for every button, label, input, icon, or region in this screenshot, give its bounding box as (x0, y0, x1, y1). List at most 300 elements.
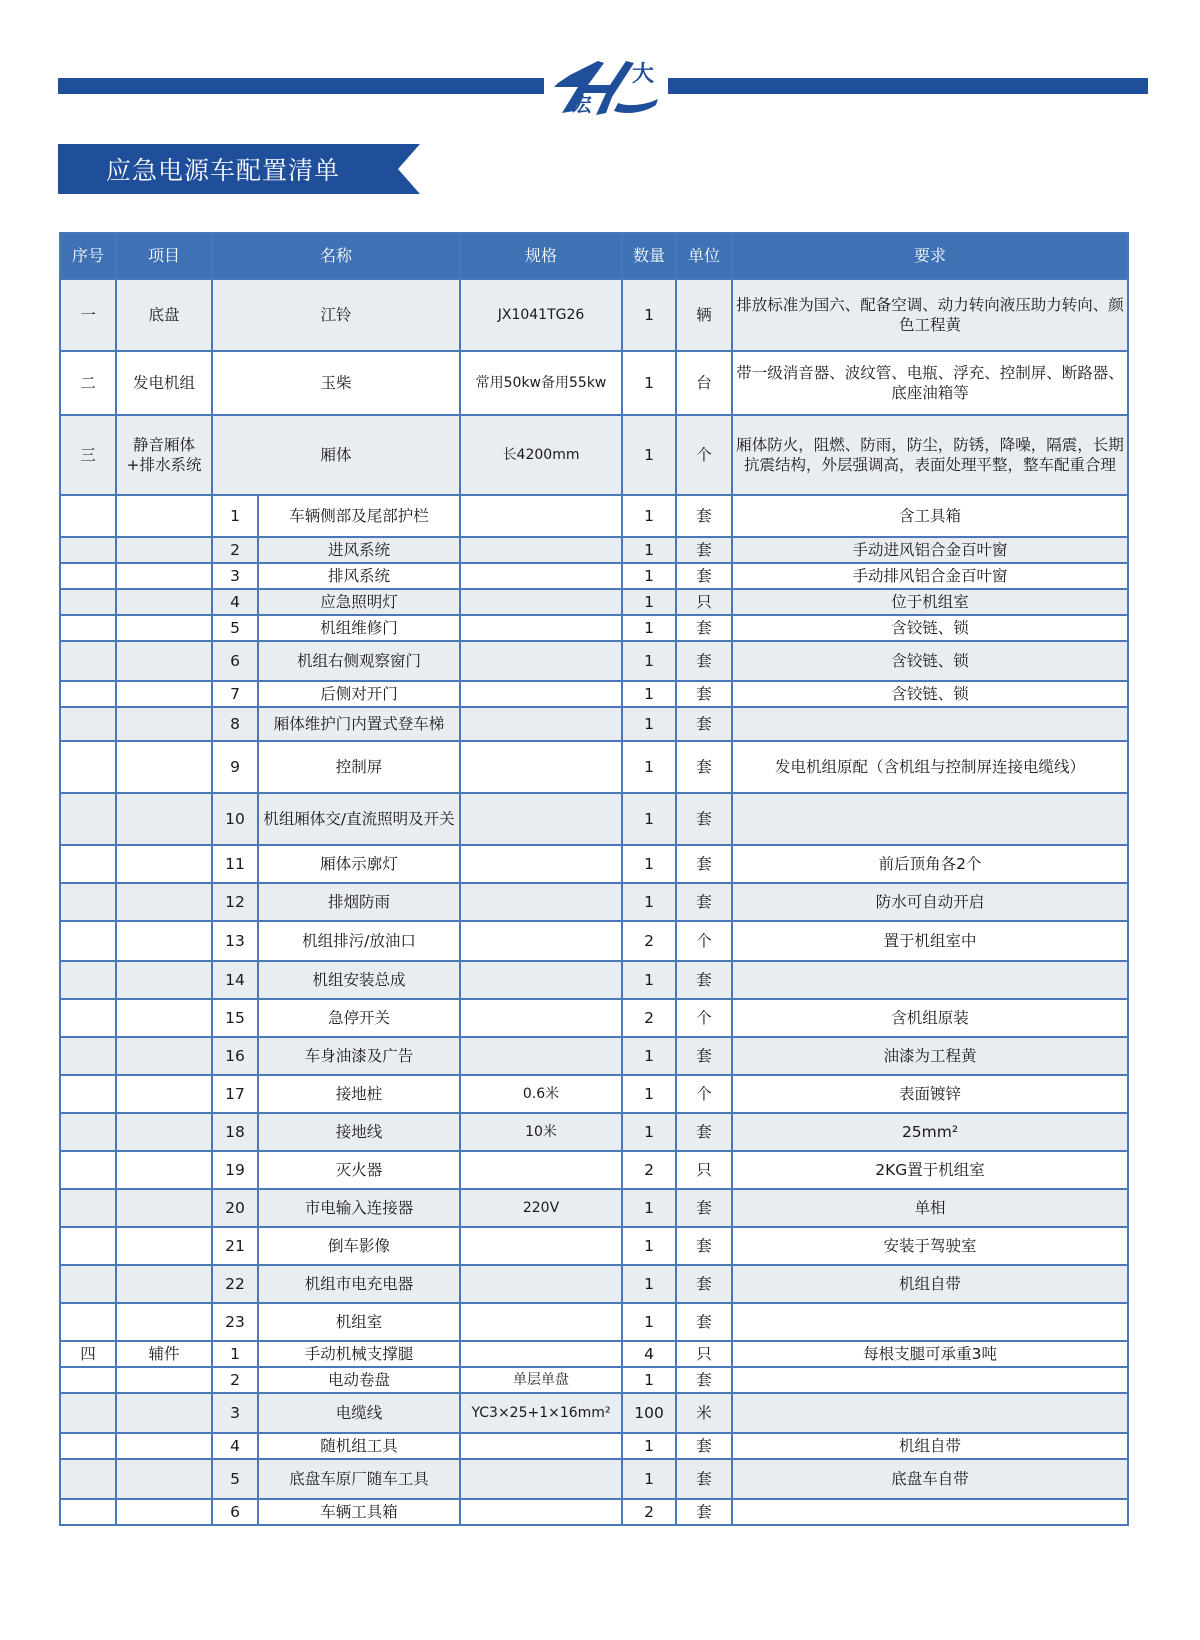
cell-name: 市电输入连接器 (258, 1189, 460, 1227)
cell-name: 后侧对开门 (258, 681, 460, 707)
company-logo-icon (548, 55, 666, 123)
header-name: 名称 (212, 233, 460, 279)
cell-qty: 1 (622, 641, 676, 681)
cell-seq (60, 1303, 116, 1341)
cell-seq (60, 1189, 116, 1227)
cell-req: 厢体防火，阻燃、防雨，防尘，防锈，降噪，隔震，长期抗震结构，外层强调高，表面处理平整，整车配重合理 (732, 415, 1128, 495)
cell-spec: JX1041TG26 (460, 279, 622, 351)
table-row (60, 1151, 1128, 1189)
cell-seq (60, 1075, 116, 1113)
cell-item (116, 999, 212, 1037)
cell-no: 21 (212, 1227, 258, 1265)
table-row (60, 415, 1128, 495)
cell-spec (460, 1433, 622, 1459)
cell-unit: 套 (676, 961, 732, 999)
table-row (60, 1393, 1128, 1433)
cell-item: 静音厢体+排水系统 (116, 415, 212, 495)
cell-qty: 2 (622, 1151, 676, 1189)
cell-unit: 套 (676, 615, 732, 641)
cell-req: 发电机组原配（含机组与控制屏连接电缆线） (732, 741, 1128, 793)
page-title: 应急电源车配置清单 (106, 156, 341, 185)
cell-seq (60, 1113, 116, 1151)
table-row (60, 351, 1128, 415)
table-row (60, 741, 1128, 793)
cell-req: 防水可自动开启 (732, 883, 1128, 921)
header-item: 项目 (116, 233, 212, 279)
cell-req (732, 1303, 1128, 1341)
cell-seq (60, 641, 116, 681)
table-row (60, 1189, 1128, 1227)
cell-no: 12 (212, 883, 258, 921)
cell-spec: 10米 (460, 1113, 622, 1151)
cell-item (116, 1303, 212, 1341)
cell-unit: 套 (676, 793, 732, 845)
cell-qty: 2 (622, 1499, 676, 1525)
cell-req: 手动排风铝合金百叶窗 (732, 563, 1128, 589)
cell-unit: 套 (676, 1367, 732, 1393)
cell-qty: 1 (622, 961, 676, 999)
cell-qty: 2 (622, 999, 676, 1037)
cell-seq (60, 563, 116, 589)
cell-req: 表面镀锌 (732, 1075, 1128, 1113)
cell-name: 底盘车原厂随车工具 (258, 1459, 460, 1499)
cell-spec (460, 1265, 622, 1303)
cell-item (116, 1433, 212, 1459)
cell-qty: 1 (622, 1265, 676, 1303)
cell-item (116, 1499, 212, 1525)
cell-spec: 0.6米 (460, 1075, 622, 1113)
table-row (60, 1499, 1128, 1525)
cell-item (116, 1189, 212, 1227)
cell-seq (60, 1393, 116, 1433)
cell-name: 机组安装总成 (258, 961, 460, 999)
cell-req: 排放标准为国六、配备空调、动力转向液压助力转向、颜色工程黄 (732, 279, 1128, 351)
cell-item (116, 537, 212, 563)
cell-spec (460, 741, 622, 793)
cell-req: 前后顶角各2个 (732, 845, 1128, 883)
table-row (60, 495, 1128, 537)
cell-unit: 套 (676, 707, 732, 741)
cell-no: 5 (212, 615, 258, 641)
cell-no: 4 (212, 589, 258, 615)
cell-qty: 1 (622, 589, 676, 615)
cell-req: 单相 (732, 1189, 1128, 1227)
cell-seq (60, 999, 116, 1037)
cell-item (116, 1113, 212, 1151)
cell-req: 含铰链、锁 (732, 681, 1128, 707)
cell-name: 倒车影像 (258, 1227, 460, 1265)
cell-name: 机组室 (258, 1303, 460, 1341)
cell-qty: 1 (622, 415, 676, 495)
cell-name: 机组市电充电器 (258, 1265, 460, 1303)
cell-name: 江铃 (212, 279, 460, 351)
cell-name: 电缆线 (258, 1393, 460, 1433)
cell-name: 厢体示廓灯 (258, 845, 460, 883)
cell-qty: 1 (622, 1037, 676, 1075)
cell-no: 13 (212, 921, 258, 961)
table-row (60, 883, 1128, 921)
cell-qty: 1 (622, 1189, 676, 1227)
cell-spec (460, 1341, 622, 1367)
cell-qty: 1 (622, 1227, 676, 1265)
table-row (60, 707, 1128, 741)
table-row (60, 1433, 1128, 1459)
cell-spec (460, 495, 622, 537)
cell-seq (60, 883, 116, 921)
table-row (60, 589, 1128, 615)
table-row (60, 537, 1128, 563)
cell-spec (460, 1151, 622, 1189)
cell-no: 1 (212, 1341, 258, 1367)
cell-unit: 套 (676, 1113, 732, 1151)
cell-name: 机组右侧观察窗门 (258, 641, 460, 681)
cell-no: 1 (212, 495, 258, 537)
table-row (60, 1303, 1128, 1341)
cell-req: 含机组原装 (732, 999, 1128, 1037)
cell-no: 19 (212, 1151, 258, 1189)
cell-unit: 个 (676, 999, 732, 1037)
cell-no: 4 (212, 1433, 258, 1459)
table-row (60, 999, 1128, 1037)
cell-item (116, 495, 212, 537)
cell-item (116, 1151, 212, 1189)
cell-spec (460, 883, 622, 921)
cell-spec (460, 563, 622, 589)
cell-req: 手动进风铝合金百叶窗 (732, 537, 1128, 563)
cell-name: 车辆侧部及尾部护栏 (258, 495, 460, 537)
cell-no: 2 (212, 1367, 258, 1393)
table-row (60, 1341, 1128, 1367)
cell-no: 3 (212, 563, 258, 589)
cell-unit: 个 (676, 921, 732, 961)
cell-seq (60, 845, 116, 883)
cell-spec (460, 921, 622, 961)
cell-seq (60, 707, 116, 741)
cell-req: 含铰链、锁 (732, 615, 1128, 641)
cell-req (732, 707, 1128, 741)
cell-unit: 套 (676, 1459, 732, 1499)
cell-name: 手动机械支撑腿 (258, 1341, 460, 1367)
cell-no: 20 (212, 1189, 258, 1227)
cell-spec: 220V (460, 1189, 622, 1227)
cell-qty: 1 (622, 1367, 676, 1393)
cell-seq (60, 1227, 116, 1265)
cell-item (116, 681, 212, 707)
cell-qty: 1 (622, 279, 676, 351)
cell-no: 6 (212, 641, 258, 681)
cell-name: 随机组工具 (258, 1433, 460, 1459)
table-row (60, 1227, 1128, 1265)
cell-name: 接地线 (258, 1113, 460, 1151)
header-spec: 规格 (460, 233, 622, 279)
table-row (60, 279, 1128, 351)
cell-item: 底盘 (116, 279, 212, 351)
cell-spec (460, 615, 622, 641)
cell-no: 7 (212, 681, 258, 707)
cell-unit: 套 (676, 563, 732, 589)
header-req: 要求 (732, 233, 1128, 279)
cell-seq: 一 (60, 279, 116, 351)
cell-seq (60, 1433, 116, 1459)
cell-qty: 1 (622, 707, 676, 741)
cell-seq (60, 1367, 116, 1393)
cell-req: 安装于驾驶室 (732, 1227, 1128, 1265)
cell-name: 接地桩 (258, 1075, 460, 1113)
cell-spec (460, 845, 622, 883)
cell-no: 2 (212, 537, 258, 563)
table-row (60, 615, 1128, 641)
cell-seq (60, 741, 116, 793)
cell-seq (60, 1151, 116, 1189)
cell-req: 油漆为工程黄 (732, 1037, 1128, 1075)
cell-item (116, 1367, 212, 1393)
cell-item (116, 1037, 212, 1075)
cell-item (116, 1459, 212, 1499)
header-bar-right (668, 78, 1148, 94)
cell-req: 机组自带 (732, 1265, 1128, 1303)
cell-name: 电动卷盘 (258, 1367, 460, 1393)
cell-spec (460, 999, 622, 1037)
cell-unit: 套 (676, 883, 732, 921)
section-three-items (60, 495, 1128, 1341)
cell-spec (460, 589, 622, 615)
cell-unit: 只 (676, 1151, 732, 1189)
cell-item (116, 589, 212, 615)
cell-spec: 常用50kw备用55kw (460, 351, 622, 415)
cell-qty: 100 (622, 1393, 676, 1433)
cell-no: 17 (212, 1075, 258, 1113)
cell-spec (460, 1459, 622, 1499)
cell-name: 急停开关 (258, 999, 460, 1037)
cell-req (732, 793, 1128, 845)
cell-unit: 套 (676, 641, 732, 681)
cell-seq (60, 615, 116, 641)
cell-spec: YC3×25+1×16mm² (460, 1393, 622, 1433)
cell-unit: 套 (676, 1189, 732, 1227)
cell-req: 2KG置于机组室 (732, 1151, 1128, 1189)
cell-spec (460, 793, 622, 845)
cell-req: 带一级消音器、波纹管、电瓶、浮充、控制屏、断路器、底座油箱等 (732, 351, 1128, 415)
cell-qty: 1 (622, 681, 676, 707)
cell-item (116, 741, 212, 793)
table-row (60, 563, 1128, 589)
header-unit: 单位 (676, 233, 732, 279)
cell-no: 15 (212, 999, 258, 1037)
cell-item (116, 921, 212, 961)
cell-seq (60, 1459, 116, 1499)
cell-name: 进风系统 (258, 537, 460, 563)
cell-unit: 套 (676, 845, 732, 883)
cell-qty: 1 (622, 563, 676, 589)
cell-seq (60, 961, 116, 999)
cell-name: 排风系统 (258, 563, 460, 589)
cell-seq (60, 793, 116, 845)
cell-name: 机组排污/放油口 (258, 921, 460, 961)
cell-no: 6 (212, 1499, 258, 1525)
cell-item: 发电机组 (116, 351, 212, 415)
cell-item (116, 707, 212, 741)
cell-item (116, 961, 212, 999)
cell-name: 厢体 (212, 415, 460, 495)
table-row (60, 1367, 1128, 1393)
cell-unit: 套 (676, 1265, 732, 1303)
cell-item (116, 1227, 212, 1265)
cell-qty: 1 (622, 615, 676, 641)
table-row (60, 1265, 1128, 1303)
cell-unit: 套 (676, 1303, 732, 1341)
cell-req (732, 1367, 1128, 1393)
cell-item (116, 845, 212, 883)
table-header-row (60, 233, 1128, 279)
cell-req: 含工具箱 (732, 495, 1128, 537)
table-row (60, 681, 1128, 707)
cell-unit: 只 (676, 1341, 732, 1367)
cell-unit: 套 (676, 1037, 732, 1075)
cell-name: 厢体维护门内置式登车梯 (258, 707, 460, 741)
cell-req: 置于机组室中 (732, 921, 1128, 961)
cell-item (116, 1393, 212, 1433)
header-seq: 序号 (60, 233, 116, 279)
table-row (60, 793, 1128, 845)
cell-seq: 二 (60, 351, 116, 415)
cell-qty: 1 (622, 793, 676, 845)
cell-seq: 三 (60, 415, 116, 495)
cell-item: 辅件 (116, 1341, 212, 1367)
cell-unit: 套 (676, 1433, 732, 1459)
section-four-items (60, 1341, 1128, 1525)
cell-spec (460, 1499, 622, 1525)
cell-name: 应急照明灯 (258, 589, 460, 615)
cell-name: 车辆工具箱 (258, 1499, 460, 1525)
cell-no: 3 (212, 1393, 258, 1433)
cell-name: 排烟防雨 (258, 883, 460, 921)
cell-name: 机组厢体交/直流照明及开关 (258, 793, 460, 845)
cell-spec (460, 681, 622, 707)
cell-unit: 米 (676, 1393, 732, 1433)
cell-qty: 1 (622, 351, 676, 415)
cell-unit: 套 (676, 1227, 732, 1265)
cell-spec: 长4200mm (460, 415, 622, 495)
cell-spec (460, 537, 622, 563)
header-bar-left (58, 78, 544, 94)
cell-qty: 1 (622, 845, 676, 883)
cell-req: 每根支腿可承重3吨 (732, 1341, 1128, 1367)
cell-unit: 套 (676, 537, 732, 563)
cell-seq (60, 495, 116, 537)
cell-unit: 台 (676, 351, 732, 415)
cell-req: 机组自带 (732, 1433, 1128, 1459)
cell-name: 玉柴 (212, 351, 460, 415)
cell-unit: 套 (676, 495, 732, 537)
cell-qty: 1 (622, 741, 676, 793)
cell-item (116, 641, 212, 681)
cell-item (116, 1265, 212, 1303)
cell-seq: 四 (60, 1341, 116, 1367)
cell-item (116, 615, 212, 641)
cell-seq (60, 1499, 116, 1525)
cell-seq (60, 1037, 116, 1075)
cell-unit: 套 (676, 1499, 732, 1525)
cell-seq (60, 1265, 116, 1303)
cell-req (732, 961, 1128, 999)
cell-qty: 4 (622, 1341, 676, 1367)
cell-spec: 单层单盘 (460, 1367, 622, 1393)
cell-unit: 套 (676, 681, 732, 707)
table-row (60, 961, 1128, 999)
cell-no: 16 (212, 1037, 258, 1075)
svg-text:大: 大 (632, 62, 655, 87)
cell-name: 车身油漆及广告 (258, 1037, 460, 1075)
cell-qty: 2 (622, 921, 676, 961)
cell-qty: 1 (622, 883, 676, 921)
table-row (60, 1459, 1128, 1499)
cell-seq (60, 681, 116, 707)
cell-spec (460, 1227, 622, 1265)
cell-spec (460, 707, 622, 741)
cell-seq (60, 537, 116, 563)
cell-qty: 1 (622, 1113, 676, 1151)
cell-no: 11 (212, 845, 258, 883)
cell-spec (460, 1037, 622, 1075)
table-row (60, 641, 1128, 681)
cell-unit: 个 (676, 1075, 732, 1113)
cell-qty: 1 (622, 1459, 676, 1499)
cell-no: 9 (212, 741, 258, 793)
table-row (60, 1113, 1128, 1151)
config-table (59, 232, 1129, 1526)
cell-item (116, 1075, 212, 1113)
cell-item (116, 563, 212, 589)
cell-req: 位于机组室 (732, 589, 1128, 615)
cell-name: 机组维修门 (258, 615, 460, 641)
table-row (60, 921, 1128, 961)
cell-no: 14 (212, 961, 258, 999)
cell-spec (460, 641, 622, 681)
cell-unit: 只 (676, 589, 732, 615)
cell-unit: 个 (676, 415, 732, 495)
cell-req (732, 1499, 1128, 1525)
cell-no: 23 (212, 1303, 258, 1341)
cell-seq (60, 589, 116, 615)
cell-name: 灭火器 (258, 1151, 460, 1189)
cell-qty: 1 (622, 1075, 676, 1113)
header-qty: 数量 (622, 233, 676, 279)
cell-no: 5 (212, 1459, 258, 1499)
cell-req (732, 1393, 1128, 1433)
cell-unit: 套 (676, 741, 732, 793)
cell-item (116, 793, 212, 845)
cell-qty: 1 (622, 1303, 676, 1341)
table-row (60, 1037, 1128, 1075)
cell-unit: 辆 (676, 279, 732, 351)
cell-req: 含铰链、锁 (732, 641, 1128, 681)
cell-name: 控制屏 (258, 741, 460, 793)
cell-seq (60, 921, 116, 961)
cell-qty: 1 (622, 537, 676, 563)
cell-req: 25mm² (732, 1113, 1128, 1151)
cell-qty: 1 (622, 1433, 676, 1459)
cell-item (116, 883, 212, 921)
table-row (60, 1075, 1128, 1113)
cell-spec (460, 1303, 622, 1341)
cell-spec (460, 961, 622, 999)
cell-no: 8 (212, 707, 258, 741)
cell-qty: 1 (622, 495, 676, 537)
cell-no: 18 (212, 1113, 258, 1151)
cell-no: 22 (212, 1265, 258, 1303)
cell-req: 底盘车自带 (732, 1459, 1128, 1499)
svg-text:宏: 宏 (572, 92, 592, 116)
